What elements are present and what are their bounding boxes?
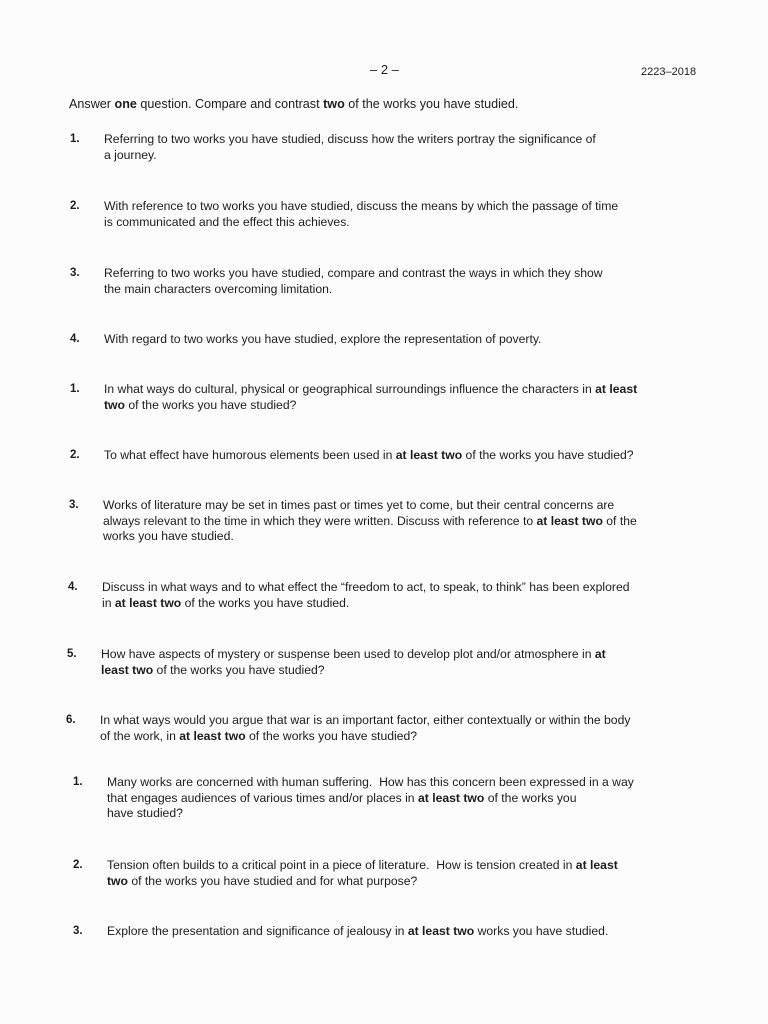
question-number: 1. <box>70 383 80 395</box>
question-text-segment: of the works you have studied and for what purpose? <box>127 873 418 888</box>
question-line <box>102 580 702 596</box>
question-number: 2. <box>70 200 80 212</box>
question-line <box>107 924 707 940</box>
question-text-segment: in <box>102 595 115 610</box>
question-text-segment: How have aspects of mystery or suspense been used to develop plot and/or atmosphere in <box>101 647 595 661</box>
question-number: 6. <box>66 714 76 726</box>
question-text-segment: the main characters overcoming limitation. <box>104 281 333 296</box>
question-line <box>104 148 704 164</box>
question-text-segment: Referring to two works you have studied, discuss how the writers portray the significance of <box>104 132 596 146</box>
question-line <box>107 874 707 890</box>
question-line <box>101 663 701 679</box>
instruction-emphasis-one: one <box>114 97 137 111</box>
question-text <box>107 775 707 822</box>
question-text-segment: of the works you have studied? <box>245 728 418 743</box>
question-text-segment: Explore the presentation and significance of jealousy in <box>107 924 408 938</box>
emphasis-text: two <box>107 873 128 888</box>
question-text <box>104 448 704 464</box>
question-text <box>104 266 704 297</box>
question-text-segment: With regard to two works you have studied, explore the representation of poverty. <box>104 332 542 346</box>
question-number: 3. <box>73 925 83 937</box>
question-line <box>103 514 703 530</box>
question-line <box>104 215 704 231</box>
question-text <box>104 382 704 413</box>
question-text <box>104 332 704 348</box>
emphasis-text: least two <box>101 662 154 677</box>
document-code: 2223–2018 <box>641 66 697 78</box>
question-text <box>102 580 702 611</box>
question-number: 5. <box>67 648 77 660</box>
question-number: 1. <box>73 776 83 788</box>
question-line <box>104 282 704 298</box>
question-text <box>101 647 701 678</box>
question-text-segment: is communicated and the effect this achieves. <box>104 214 350 229</box>
emphasis-text: at <box>594 647 606 661</box>
question-text-segment: Tension often builds to a critical point in a piece of literature. How is tension created in <box>107 858 576 872</box>
emphasis-text: at least two <box>395 448 463 462</box>
question-text-segment: a journey. <box>104 147 157 162</box>
question-line <box>100 729 700 745</box>
question-text-segment: of the works you <box>484 790 577 805</box>
emphasis-text: at least <box>575 858 618 872</box>
question-text-segment: have studied? <box>107 806 183 820</box>
question-line <box>104 199 704 215</box>
question-text <box>107 858 707 889</box>
question-line <box>104 332 704 348</box>
instruction-text: of the works you have studied. <box>344 97 519 111</box>
question-number: 3. <box>70 267 80 279</box>
emphasis-text: two <box>104 397 125 412</box>
question-text-segment: Works of literature may be set in times past or times yet to come, but their central concerns are <box>103 498 615 512</box>
question-number: 4. <box>68 581 78 593</box>
instruction-text: Answer <box>69 97 115 111</box>
instructions <box>69 97 729 112</box>
emphasis-text: at least two <box>417 790 485 805</box>
question-line <box>107 791 707 807</box>
question-line <box>101 647 701 663</box>
question-text-segment: Referring to two works you have studied, compare and contrast the ways in which they show <box>104 266 603 280</box>
question-number: 2. <box>73 859 83 871</box>
instruction-text: question. Compare and contrast <box>136 97 324 111</box>
question-line <box>104 132 704 148</box>
question-line <box>107 775 707 791</box>
question-text <box>104 199 704 230</box>
question-line <box>104 398 704 414</box>
question-text-segment: of the works you have studied? <box>153 662 325 677</box>
page-number: – 2 – <box>370 62 399 77</box>
question-text-segment: works you have studied. <box>103 529 234 543</box>
question-text-segment: With reference to two works you have studied, discuss the means by which the passage of time <box>104 199 619 213</box>
question-line <box>104 448 704 464</box>
emphasis-text: at least two <box>536 513 603 528</box>
question-number: 4. <box>70 333 80 345</box>
question-line <box>100 713 700 729</box>
emphasis-text: at least two <box>179 728 246 743</box>
question-text-segment: of the works you have studied? <box>462 448 634 462</box>
question-text <box>107 924 707 940</box>
question-number: 2. <box>70 449 80 461</box>
emphasis-text: at least two <box>407 924 475 938</box>
question-text-segment: In what ways would you argue that war is an important factor, either contextually or within the body <box>100 713 631 727</box>
question-text-segment: always relevant to the time in which they were written. Discuss with reference to <box>103 513 537 528</box>
question-line <box>103 498 703 514</box>
question-line <box>104 266 704 282</box>
question-line <box>104 382 704 398</box>
question-text <box>103 498 703 545</box>
question-text-segment: Many works are concerned with human suffering. How has this concern been expressed in a way <box>107 775 634 789</box>
question-text <box>100 713 700 744</box>
question-line <box>102 596 702 612</box>
question-text-segment: works you have studied. <box>474 924 609 938</box>
question-line <box>103 529 703 545</box>
question-text-segment: In what ways do cultural, physical or geographical surroundings influence the characters in <box>104 382 596 396</box>
question-text-segment: that engages audiences of various times and/or places in <box>107 790 418 805</box>
question-text-segment: of the <box>602 513 637 528</box>
question-number: 1. <box>70 133 80 145</box>
question-text-segment: of the works you have studied. <box>181 595 350 610</box>
question-text-segment: To what effect have humorous elements been used in <box>104 448 396 462</box>
question-number: 3. <box>69 499 79 511</box>
question-text-segment: of the works you have studied? <box>124 397 297 412</box>
emphasis-text: at least two <box>114 595 182 610</box>
emphasis-text: at least <box>595 382 638 396</box>
instruction-emphasis-two: two <box>323 97 345 111</box>
question-text-segment: Discuss in what ways and to what effect the “freedom to act, to speak, to think” has been explored <box>102 580 630 594</box>
question-text <box>104 132 704 163</box>
question-text-segment: of the work, in <box>100 728 180 743</box>
question-line <box>107 806 707 822</box>
question-line <box>107 858 707 874</box>
